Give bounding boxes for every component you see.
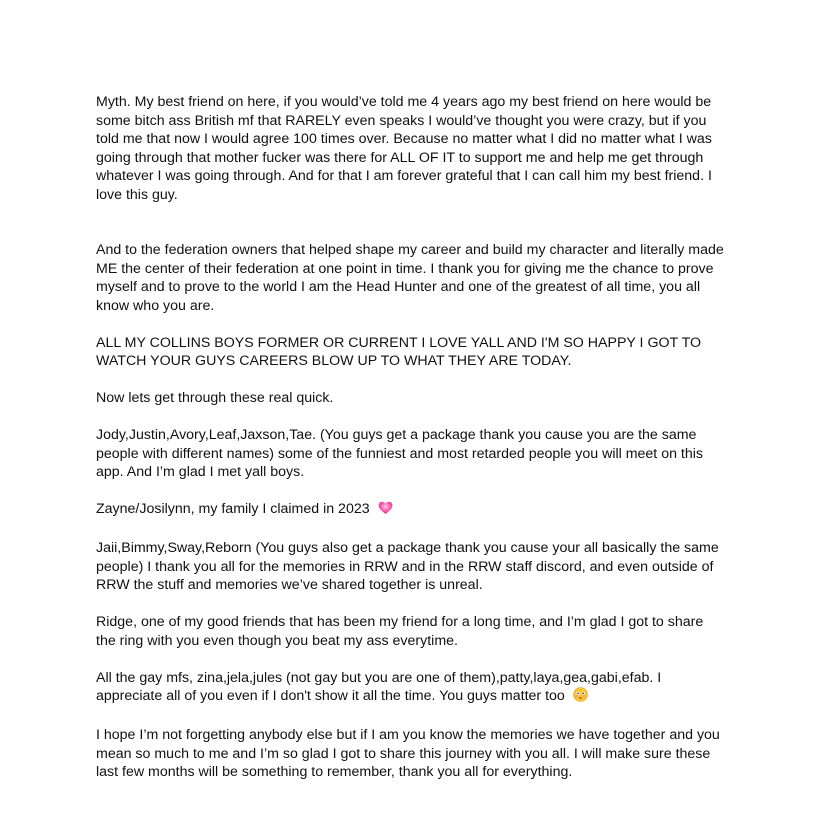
flushed-face-emoji-icon <box>573 687 588 708</box>
paragraph-zayne <box>96 500 724 521</box>
heart-emoji-icon <box>378 501 393 521</box>
paragraph-zayne-text: Zayne/Josilynn, my family I claimed in 2023 <box>96 501 370 517</box>
paragraph-jody-group: Jody,Justin,Avory,Leaf,Jaxson,Tae. (You guys get a package thank you cause you are the same people with different names) some of the funniest and most retarded people you will meet on this app. And I’m glad I met yall boys. <box>96 427 703 480</box>
paragraph-intro: Now lets get through these real quick. <box>96 390 334 406</box>
document-body <box>96 93 724 800</box>
paragraph-gay-mfs <box>96 669 724 708</box>
paragraph-federation-owners: And to the federation owners that helped shape my career and build my character and literally made ME the center of their federation at one point in time. I thank you for giving me the chance to prove myself and to prove to the world I am the Head Hunter and one of the greatest of all time, you all know who you are. <box>96 242 724 314</box>
paragraph-closing: I hope I’m not forgetting anybody else but if I am you know the memories we have together and you mean so much to me and I’m so glad I got to share this journey with you all. I will make sure these last few months will be something to remember, thank you all for everything. <box>96 727 720 780</box>
paragraph-jaii-group: Jaii,Bimmy,Sway,Reborn (You guys also get a package thank you cause your all basically the same people) I thank you all for the memories in RRW and in the RRW staff discord, and even outside of RRW the stuff and memories we’ve shared together is unreal. <box>96 540 719 593</box>
paragraph-myth: Myth. My best friend on here, if you would’ve told me 4 years ago my best friend on here would be some bitch ass British mf that RARELY even speaks I would’ve thought you were crazy, but if you told me that now I would agree 100 times over. Because no matter what I did no matter what I was going through that mother fucker was there for ALL OF IT to support me and help me get through whatever I was going through. And for that I am forever grateful that I can call him my best friend. I love this guy. <box>96 94 712 203</box>
paragraph-ridge: Ridge, one of my good friends that has been my friend for a long time, and I’m glad I got to share the ring with you even though you beat my ass everytime. <box>96 614 704 649</box>
paragraph-gay-mfs-text: All the gay mfs, zina,jela,jules (not gay but you are one of them),patty,laya,gea,gabi,efab. I appreciate all of you even if I don't show it all the time. You guys matter too <box>96 669 662 704</box>
paragraph-collins-boys: ALL MY COLLINS BOYS FORMER OR CURRENT I LOVE YALL AND I'M SO HAPPY I GOT TO WATCH YOUR GUYS CAREERS BLOW UP TO WHAT THEY ARE TODAY. <box>96 334 702 369</box>
